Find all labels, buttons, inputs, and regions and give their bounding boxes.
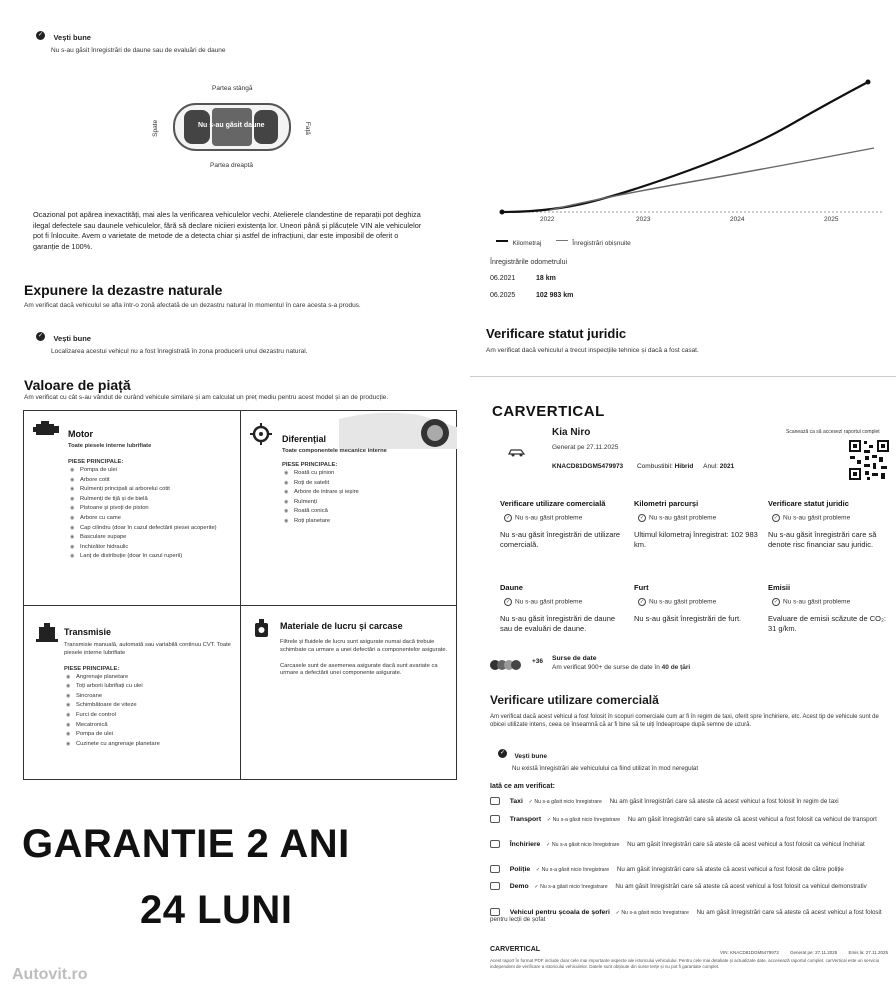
check-status: ✓ Nu s-a găsit nicio înregistrare <box>535 866 610 873</box>
check-status: ✓ Nu s-a găsit nicio înregistrare <box>546 816 621 823</box>
warranty-subheadline: 24 LUNI <box>140 888 293 932</box>
list-item: ◉ Mecatronică <box>64 721 237 731</box>
motor-parts-heading: PIESE PRINCIPALE: <box>68 459 124 465</box>
footer-generated: Generat pe: 27.11.2025 <box>790 950 838 955</box>
checked-title: Iată ce am verificat: <box>490 783 555 790</box>
legend-label-mileage: Kilometraj <box>512 240 542 247</box>
oil-can-icon <box>252 617 272 639</box>
disclaimer-text: Ocazional pot apărea inexactități, mai ales la verificarea vehiculelor vechi. Atelierele clandestine de reparații pot deghiza ilegal defectele sau daunele vehiculelor, fără să declare niciieri existența lor. Uneori până și plăcuțele VIN ale vehiculelor pot fi înlocuite. Avem o varietate de metode de a detecta chiar și astfel de infracțiuni, dar este imposibil de oferit o garanție de 100%. <box>33 210 422 251</box>
differential-title: Diferențial <box>282 434 327 444</box>
demo-car-icon <box>490 882 500 890</box>
odometer-document <box>460 0 896 372</box>
good-news-2 <box>36 328 308 357</box>
report-generated-date: Generat pe 27.11.2025 <box>552 444 619 451</box>
car-side-label-top: Partea stângă <box>212 85 253 92</box>
steering-wheel-icon <box>490 908 500 916</box>
footer-text: Acest raport în format PDF include doar cele mai importante aspecte ale istoricului vehiculului. Pentru cele mai detaliate și actualizate date, accesează raportul complet. carVertical este un serviciu independent de verificare a istoricului vehiculelor. Datele sunt obținute din surse terțe și nu pot fi garantate complet. <box>490 958 880 970</box>
list-item: ◉ Cuzinete cu angrenaje planetare <box>64 740 237 750</box>
check-circle-icon: ✓ <box>639 515 645 521</box>
odometer-records-title: Înregistrările odometrului <box>490 259 568 266</box>
motor-parts-list <box>68 466 237 562</box>
country-flags-icon <box>490 657 521 675</box>
good-news-title: Vești bune <box>53 334 91 343</box>
summary-card <box>768 583 892 634</box>
check-circle-icon: ✓ <box>505 515 511 521</box>
list-item: ◉ Sincroane <box>64 692 237 702</box>
card-status: Nu s-au găsit probleme <box>515 514 583 522</box>
list-item: ◉ Roată conică <box>282 507 450 517</box>
list-item: ◉ Rulmenți <box>282 498 450 508</box>
differential-parts-heading: PIESE PRINCIPALE: <box>282 462 338 468</box>
materials-cell <box>250 613 450 678</box>
check-row-demo <box>490 882 890 890</box>
good-news-text: Nu există înregistrări ale vehiculului ca fiind utilizat în mod neregulat <box>512 765 699 772</box>
card-desc: Evaluare de emisii scăzute de CO₂: 31 g/km. <box>768 614 886 633</box>
left-document <box>0 0 458 410</box>
natural-disaster-title: Expunere la dezastre naturale <box>24 282 223 298</box>
card-title: Furt <box>634 583 649 592</box>
check-name: Taxi <box>509 797 523 805</box>
check-circle-icon: ✓ <box>505 599 511 605</box>
check-name: Transport <box>509 815 542 823</box>
sources-badge: +36 <box>532 658 544 665</box>
list-item: ◉ Lanț de distribuție (doar în cazul ruperii) <box>68 552 237 562</box>
list-item: ◉ Pompa de ulei <box>64 730 237 740</box>
carvertical-report <box>470 376 896 1000</box>
card-desc: Nu s-au găsit înregistrări de utilizare comercială. <box>500 530 621 549</box>
sources-desc: Am verificat 900+ de surse de date în <box>552 664 660 671</box>
warranty-coverage-panel <box>23 410 457 780</box>
summary-card <box>500 499 624 550</box>
card-status: Nu s-au găsit probleme <box>649 514 717 522</box>
taxi-icon <box>490 797 500 805</box>
list-item: ◉ Inchizător hidraulic <box>68 543 237 553</box>
x-tick-label: 2024 <box>730 216 745 223</box>
summary-card <box>500 583 624 634</box>
car-side-label-bottom: Partea dreaptă <box>210 162 254 169</box>
vin: KNACD81DGM5479973 <box>552 463 624 470</box>
motor-subtitle: Toate piesele interne lubrifiate <box>68 443 152 449</box>
legal-status-title: Verificare statut juridic <box>486 326 627 341</box>
list-item: ◉ Furci de control <box>64 711 237 721</box>
transmission-title: Transmisie <box>64 627 112 637</box>
transmission-cell <box>32 613 237 749</box>
list-item: ◉ Arbore de intrare și ieșire <box>282 488 450 498</box>
list-item: ◉ Basculare supape <box>68 533 237 543</box>
card-status: Nu s-au găsit probleme <box>649 598 717 606</box>
check-desc: Nu am găsit înregistrări care să ateste că acest vehicul a fost folosit ca vehicul demonstrativ <box>615 882 867 890</box>
check-name: Închiriere <box>509 840 541 848</box>
list-item: ◉ Rulmenți de tijă și de bielă <box>68 495 237 505</box>
check-status: ✓ Nu s-a găsit nicio înregistrare <box>546 841 620 848</box>
check-desc: Nu am găsit înregistrări care să ateste că acest vehicul a fost folosit în regim de taxi <box>609 797 839 805</box>
check-row-transport <box>490 815 890 823</box>
transmission-subtitle: Transmisie manuală, automată sau variabilă continuu CVT. Toate piesele interne lubrifiate <box>64 642 231 656</box>
card-title: Emisii <box>768 583 791 592</box>
check-name: Poliție <box>509 865 531 873</box>
check-name: Demo <box>509 882 529 890</box>
card-title: Verificare utilizare comercială <box>500 499 606 508</box>
check-icon: ✓ <box>499 750 506 757</box>
series-line-mileage <box>502 82 868 212</box>
good-news-title: Vești bune <box>53 33 91 42</box>
car-side-label-left: Spate <box>152 119 160 137</box>
legend-label-regular: Înregistrări obișnuite <box>572 240 631 247</box>
check-icon: ✓ <box>37 32 44 39</box>
commercial-good-news <box>498 745 698 772</box>
market-value-desc: Am verificat cu cât s-au vândut de curând vehicule similare și am calculat un preț mediu pentru acest model și an de producție. <box>24 394 389 401</box>
legal-status-desc: Am verificat dacă vehiculul a trecut inspecțiile tehnice și dacă a fost casat. <box>486 347 699 354</box>
list-item: ◉ Roată cu pinion <box>282 469 450 479</box>
engine-icon <box>32 419 60 439</box>
materials-title: Materiale de lucru și carcase <box>280 621 403 631</box>
check-row-driving-school <box>490 908 890 923</box>
vehicle-summary <box>552 463 734 470</box>
card-title: Kilometri parcurși <box>634 499 699 508</box>
transmission-icon <box>36 623 58 645</box>
list-item: ◉ Schimbătoare de viteze <box>64 701 237 711</box>
odometer-record-row <box>490 275 556 282</box>
footer-brand: CARVERTICAL <box>490 946 541 953</box>
grid-divider-horizontal <box>24 605 456 606</box>
materials-text-1: Filtrele și fluidele de lucru sunt asigurate numai dacă trebuie schimbate ca urmare a unei defectări a componentelor asigurate. <box>280 639 448 653</box>
record-km: 18 km <box>536 275 556 282</box>
record-date: 06.2021 <box>490 275 516 282</box>
good-news-1 <box>36 27 226 56</box>
check-row-taxi <box>490 797 890 805</box>
check-desc: Nu am găsit înregistrări care să ateste că acest vehicul a fost folosit de către poliție <box>616 865 844 873</box>
footer-meta <box>720 950 888 955</box>
commercial-use-desc: Am verificat dacă acest vehicul a fost folosit în scopuri comerciale cum ar fi în regim de taxi, oferit spre închiriere, etc. Acest tip de vehicule sunt de obicei utilizate intens, ceea ce înseamnă că ar fi bine să te uiți îndeaproape după semne de uzură. <box>490 714 879 729</box>
check-desc: Nu am găsit înregistrări care să ateste că acest vehicul a fost folosit ca vehicul închiriat <box>627 840 865 848</box>
legend-swatch-regular <box>556 240 568 241</box>
commercial-use-title: Verificare utilizare comercială <box>490 693 659 707</box>
footer-vin: VIN: KNACD81DGM5479973 <box>720 950 779 955</box>
odometer-chart <box>490 70 890 230</box>
list-item: ◉ Pistoane și pivoți de piston <box>68 504 237 514</box>
differential-cell <box>250 419 450 527</box>
card-status: Nu s-au găsit probleme <box>783 598 851 606</box>
year-label: Anul: <box>703 463 718 470</box>
check-circle-icon: ✓ <box>773 599 779 605</box>
truck-icon <box>490 815 500 823</box>
differential-parts-list <box>282 469 450 527</box>
check-circle-icon: ✓ <box>639 599 645 605</box>
sources-countries: 40 de țări <box>661 664 691 671</box>
check-row-rental <box>490 840 890 848</box>
transmission-parts-heading: PIESE PRINCIPALE: <box>64 665 120 672</box>
fuel-label: Combustibil: <box>636 463 673 470</box>
car-damage-status: Nu s-au găsit daune <box>198 122 265 129</box>
footer-page: Emis la: 27.11.2025 <box>848 950 888 955</box>
good-news-text: Localizarea acestui vehicul nu a fost înregistrată în zona producerii unui dezastru natural. <box>51 348 308 355</box>
good-news-title: Vești bune <box>514 753 547 760</box>
legend-swatch-mileage <box>496 240 508 242</box>
card-desc: Ultimul kilometraj înregistrat: 102 983 km. <box>634 530 758 549</box>
list-item: ◉ Rulmenți principali ai arborelui cotit <box>68 485 237 495</box>
differential-subtitle: Toate componentele mecanice interne <box>282 448 387 454</box>
check-status: ✓ Nu s-a găsit nicio înregistrare <box>615 909 689 916</box>
card-desc: Nu s-au găsit înregistrări de furt. <box>634 614 742 623</box>
materials-text-2: Carcasele sunt de asemenea asigurate dacă sunt avariate ca urmare a defectării unei componente asigurate. <box>280 662 438 677</box>
list-item: ◉ Arbore cotit <box>68 476 237 486</box>
check-status: ✓ Nu s-a găsit nicio înregistrare <box>528 798 602 805</box>
key-icon <box>490 840 500 848</box>
list-item: ◉ Toți arborii lubrifiați cu ulei <box>64 682 237 692</box>
grid-divider-vertical <box>240 411 241 779</box>
sources-title: Surse de date <box>552 655 597 662</box>
watermark: Autovit.ro <box>12 966 88 983</box>
check-status: ✓ Nu s-a găsit nicio înregistrare <box>534 883 608 890</box>
chart-legend <box>496 232 631 250</box>
card-desc: Nu s-au găsit înregistrări de daune sau de evaluări de daune. <box>500 614 616 633</box>
card-title: Daune <box>500 583 523 592</box>
check-row-police <box>490 865 890 873</box>
series-end-point <box>866 80 871 85</box>
good-news-text: Nu s-au găsit înregistrări de daune sau de evaluări de daune <box>51 47 226 54</box>
list-item: ◉ Roți planetare <box>282 517 450 527</box>
card-desc: Nu s-au găsit înregistrări care să denote risc financiar sau juridic. <box>768 530 877 549</box>
motor-cell <box>32 419 237 562</box>
sources-desc-line <box>552 664 690 671</box>
x-tick-label: 2023 <box>636 216 651 223</box>
gear-icon <box>250 423 272 445</box>
fuel: Hibrid <box>674 463 694 470</box>
list-item: ◉ Arbore cu came <box>68 514 237 524</box>
record-date: 06.2025 <box>490 292 516 299</box>
card-status: Nu s-au găsit probleme <box>783 514 851 522</box>
x-tick-label: 2022 <box>540 216 555 223</box>
x-tick-label: 2025 <box>824 216 839 223</box>
warranty-headline: GARANTIE 2 ANI <box>22 822 350 866</box>
qr-code-icon[interactable] <box>848 439 890 481</box>
car-model: Kia Niro <box>552 427 591 438</box>
check-name: Vehicul pentru școala de șoferi <box>509 908 610 916</box>
check-icon: ✓ <box>37 333 44 340</box>
check-desc: Nu am găsit înregistrări care să ateste că acest vehicul a fost folosit ca vehicul de transport <box>627 815 877 823</box>
list-item: ◉ Roți de satelit <box>282 479 450 489</box>
list-item: ◉ Pompa de ulei <box>68 466 237 476</box>
car-icon <box>508 447 526 457</box>
summary-card <box>634 499 758 550</box>
card-status: Nu s-au găsit probleme <box>515 598 583 606</box>
motor-title: Motor <box>68 429 93 439</box>
summary-card <box>768 499 892 550</box>
car-side-label-right: Față <box>303 121 311 135</box>
transmission-parts-list <box>64 673 237 750</box>
odometer-record-row <box>490 292 574 299</box>
list-item: ◉ Angrenaje planetare <box>64 673 237 683</box>
year: 2021 <box>719 463 735 470</box>
qr-caption: Scanează ca să accesezi raportul complet <box>786 429 880 435</box>
list-item: ◉ Cap cilindru (doar în cazul defectării piesei acoperite) <box>68 524 237 534</box>
police-icon <box>490 865 500 873</box>
summary-card <box>634 583 758 624</box>
check-circle-icon: ✓ <box>773 515 779 521</box>
natural-disaster-desc: Am verificat dacă vehiculul se afla într-o zonă afectată de un dezastru natural în momentul în care acesta s-a produs. <box>24 302 361 309</box>
check-desc: Nu am găsit înregistrări care să ateste că acest vehicul a fost folosit pentru lecții de șofat <box>490 908 882 923</box>
market-value-title: Valoare de piață <box>24 377 131 393</box>
record-km: 102 983 km <box>536 292 574 299</box>
brand-logo: CARVERTICAL <box>492 403 605 420</box>
card-title: Verificare statut juridic <box>768 499 849 508</box>
